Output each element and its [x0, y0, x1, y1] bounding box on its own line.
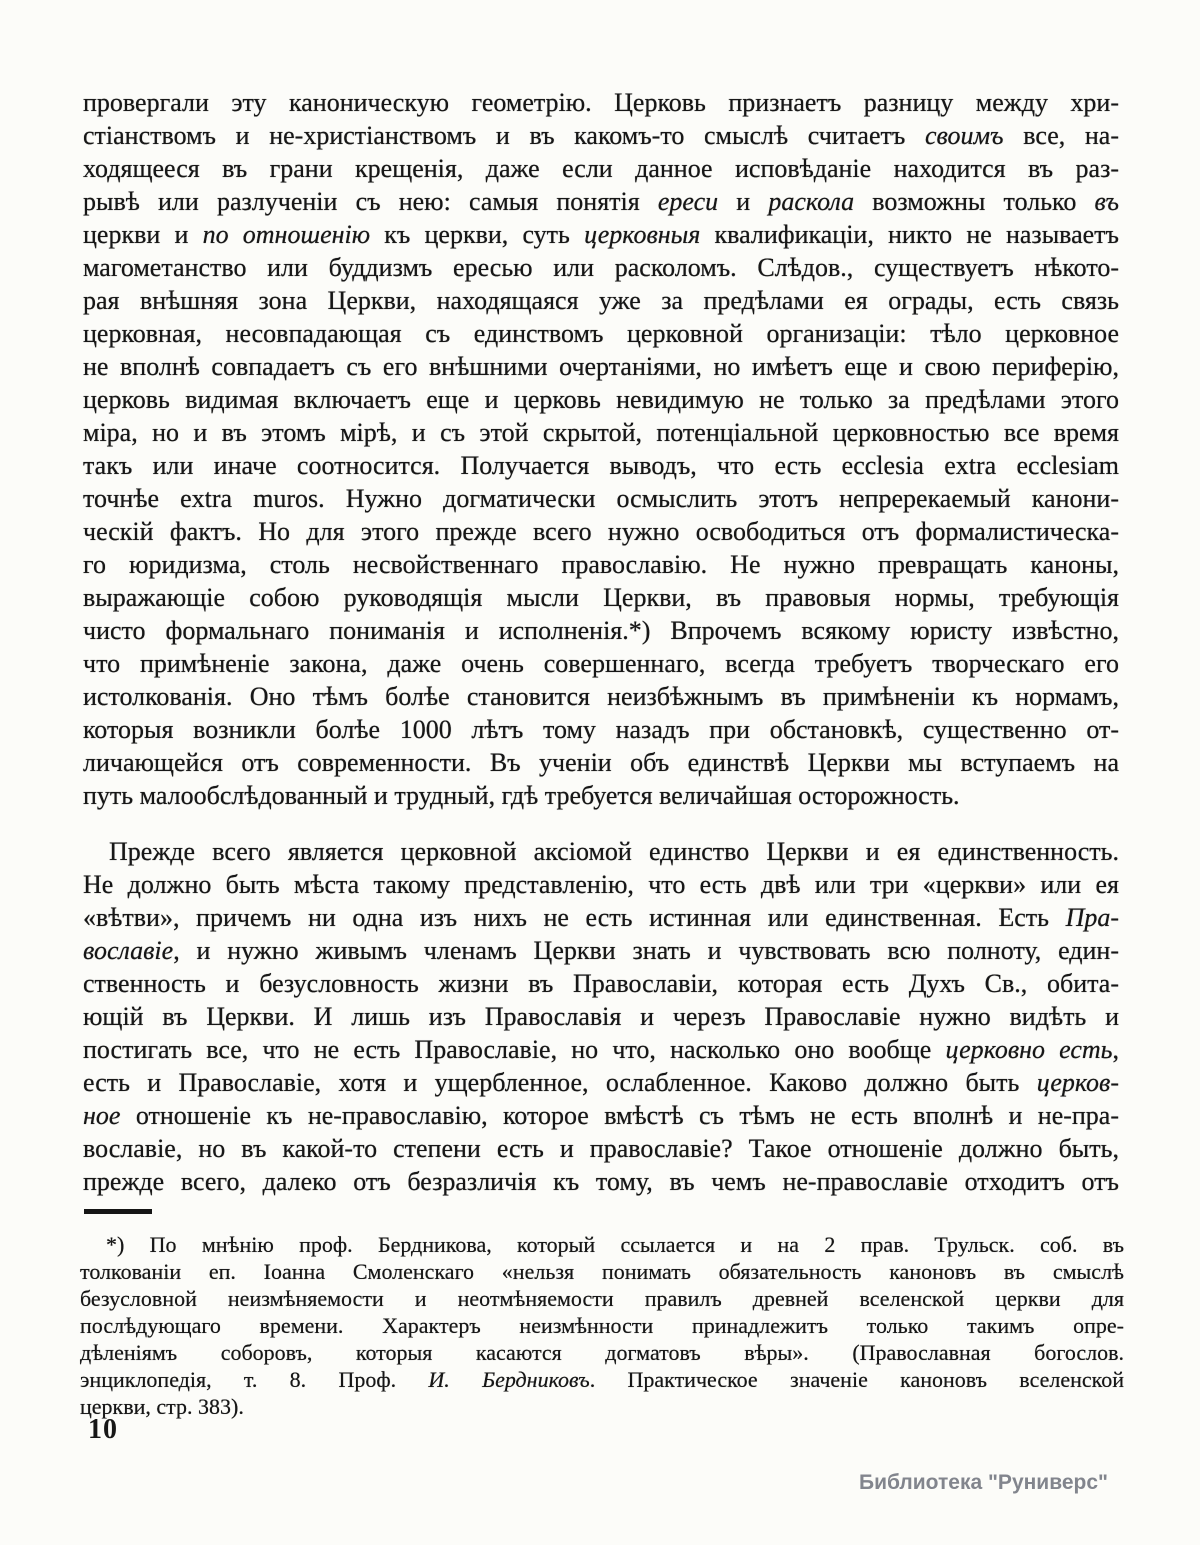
text-segment: дѣленіямъ соборовъ, которыя касаются догматовъ вѣры». (Православная богослов. [80, 1340, 1124, 1365]
text-line [83, 482, 1119, 515]
text-segment: Прежде всего является церковной аксіомой единство Церкви и ея единственность. [109, 837, 1119, 866]
text-segment: энциклопедія, т. 8. Проф. [80, 1367, 429, 1392]
text-line [83, 581, 1119, 614]
text-line [83, 119, 1119, 152]
text-line [83, 86, 1119, 119]
text-line [83, 1066, 1119, 1099]
text-line [83, 449, 1119, 482]
italic-text-segment: ное [83, 1101, 121, 1130]
text-segment: безусловной неизмѣняемости и неотмѣняемости правилъ древней вселенской церкви для [80, 1286, 1124, 1311]
text-line [83, 350, 1119, 383]
text-segment: личающейся отъ современности. Въ ученіи объ единствѣ Церкви мы вступаемъ на [83, 748, 1119, 777]
italic-text-segment: въ [1094, 187, 1119, 216]
text-line [83, 779, 1119, 812]
text-line [80, 1258, 1124, 1285]
text-segment: которыя возникли болѣе 1000 лѣтъ тому назадъ при обстановкѣ, существенно от- [83, 715, 1119, 744]
text-line [83, 152, 1119, 185]
text-segment: ственность и безусловность жизни въ Православіи, которая есть Духъ Св., обита- [83, 969, 1119, 998]
text-segment: . Практическое значеніе каноновъ вселенской [589, 1367, 1124, 1392]
text-line [83, 1033, 1119, 1066]
italic-text-segment: И. Бердниковъ [428, 1367, 590, 1392]
text-segment: все, на- [1003, 121, 1120, 150]
text-segment: есть и Православіе, хотя и ущербленное, ослабленное. Каково должно быть [83, 1068, 1037, 1097]
text-segment: магометанство или буддизмъ ересью или расколомъ. Слѣдов., существуетъ нѣкото- [83, 253, 1119, 282]
text-line [83, 934, 1119, 967]
text-segment: *) По мнѣнію проф. Бердникова, который ссылается и на 2 прав. Трульск. соб. въ [106, 1232, 1124, 1257]
text-line [83, 383, 1119, 416]
italic-text-segment: своимъ [924, 121, 1004, 150]
text-segment: послѣдующаго времени. Характеръ неизмѣнности принадлежитъ только такимъ опре- [80, 1313, 1124, 1338]
text-line [83, 185, 1119, 218]
text-line [83, 284, 1119, 317]
paragraph-1 [83, 86, 1119, 812]
text-segment: отношеніе къ не-православію, которое вмѣстѣ съ тѣмъ не есть вполнѣ и не-пра- [120, 1101, 1119, 1130]
italic-text-segment: раскола [768, 187, 855, 216]
text-segment: постигать все, что не есть Православіе, но что, насколько оно вообще [83, 1035, 946, 1064]
text-line [83, 1000, 1119, 1033]
text-line [80, 1312, 1124, 1339]
text-segment: міра, но и въ этомъ мірѣ, и съ этой скрытой, потенціальной церковностью все время [83, 418, 1119, 447]
text-segment: церкви, стр. 383). [80, 1394, 244, 1419]
italic-text-segment: церков- [1036, 1068, 1119, 1097]
text-segment: путь малообслѣдованный и трудный, гдѣ требуется величайшая осторожность. [83, 781, 960, 810]
text-line [83, 967, 1119, 1000]
body-text [83, 86, 1119, 1198]
text-line [80, 1366, 1124, 1393]
footnote [80, 1231, 1124, 1420]
text-segment: провергали эту каноническую геометрію. Церковь признаетъ разницу между хри- [83, 88, 1119, 117]
text-line [80, 1231, 1124, 1258]
text-line [83, 835, 1119, 868]
text-segment: церковь видимая включаетъ еще и церковь невидимую не только за предѣлами этого [83, 385, 1119, 414]
text-line [83, 680, 1119, 713]
text-segment: къ церкви, суть [370, 220, 585, 249]
text-line [83, 746, 1119, 779]
text-segment: что примѣненіе закона, даже очень совершеннаго, всегда требуетъ творческаго его [83, 649, 1119, 678]
watermark: Библиотека "Руниверс" [858, 1471, 1108, 1494]
text-segment: ходящееся въ грани крещенія, даже если данное исповѣданіе находится въ раз- [83, 154, 1119, 183]
text-segment: возможны только [854, 187, 1095, 216]
text-segment: истолкованія. Оно тѣмъ болѣе становится неизбѣжнымъ въ примѣненіи къ нормамъ, [83, 682, 1119, 711]
text-line [83, 218, 1119, 251]
text-line [83, 868, 1119, 901]
text-segment: , [1112, 1035, 1119, 1064]
italic-text-segment: церковныя [584, 220, 701, 249]
text-segment: вославіе, но въ какой-то степени есть и православіе? Такое отношеніе должно быть, [83, 1134, 1119, 1163]
text-line [83, 515, 1119, 548]
text-segment: церковная, несовпадающая съ единствомъ церковной организаціи: тѣло церковное [83, 319, 1119, 348]
text-line [83, 416, 1119, 449]
text-segment: ческій фактъ. Но для этого прежде всего нужно освободиться отъ формалистическа- [83, 517, 1119, 546]
text-segment: чисто формальнаго пониманія и исполненія.*) Впрочемъ всякому юристу извѣстно, [83, 616, 1119, 645]
text-line [80, 1339, 1124, 1366]
text-line [83, 1099, 1119, 1132]
text-segment: ющій въ Церкви. И лишь изъ Православія и черезъ Православіе нужно видѣть и [83, 1002, 1119, 1031]
footnote-separator-rule [84, 1209, 152, 1214]
text-line [80, 1393, 1124, 1420]
text-segment: церкви и [83, 220, 203, 249]
text-line [83, 548, 1119, 581]
text-segment: Не должно быть мѣста такому представленію, что есть двѣ или три «церкви» или ея [83, 870, 1119, 899]
text-segment: точнѣе extra muros. Нужно догматически осмыслить этотъ непререкаемый канони- [83, 484, 1119, 513]
text-segment: и [718, 187, 769, 216]
text-line [83, 614, 1119, 647]
italic-text-segment: вославіе [83, 936, 174, 965]
page-number: 10 [88, 1414, 118, 1445]
text-segment: прежде всего, далеко отъ безразличія къ тому, въ чемъ не-православіе отходитъ отъ [83, 1167, 1119, 1196]
text-segment: не вполнѣ совпадаетъ съ его внѣшними очертаніями, но имѣетъ еще и свою периферію, [83, 352, 1119, 381]
text-line [80, 1285, 1124, 1312]
text-line [83, 251, 1119, 284]
text-segment: го юридизма, столь несвойственнаго православію. Не нужно превращать каноны, [83, 550, 1119, 579]
text-segment: , и нужно живымъ членамъ Церкви знать и чувствовать всю полноту, един- [173, 936, 1119, 965]
italic-text-segment: ереси [657, 187, 719, 216]
text-segment: рая внѣшняя зона Церкви, находящаяся уже за предѣлами ея ограды, есть связь [83, 286, 1119, 315]
text-line [83, 1165, 1119, 1198]
text-segment: квалификаціи, никто не называетъ [700, 220, 1119, 249]
text-line [83, 901, 1119, 934]
text-line [83, 713, 1119, 746]
text-line [83, 317, 1119, 350]
italic-text-segment: Пра- [1065, 903, 1119, 932]
text-segment: стіанствомъ и не-христіанствомъ и въ какомъ-то смыслѣ считаетъ [83, 121, 925, 150]
text-segment: толкованіи еп. Іоанна Смоленскаго «нельзя понимать обязательность каноновъ въ смыслѣ [80, 1259, 1124, 1284]
italic-text-segment: по отношенію [202, 220, 371, 249]
text-line [83, 1132, 1119, 1165]
text-segment: выражающіе собою руководящія мысли Церкви, въ правовыя нормы, требующія [83, 583, 1119, 612]
text-segment: рывѣ или разлученіи съ нею: самыя понятія [83, 187, 658, 216]
paragraph-2 [83, 835, 1119, 1198]
text-line [83, 647, 1119, 680]
italic-text-segment: церковно есть [945, 1035, 1113, 1064]
text-segment: «вѣтви», причемъ ни одна изъ нихъ не есть истинная или единственная. Есть [83, 903, 1066, 932]
text-segment: такъ или иначе соотносится. Получается выводъ, что есть ecclesia extra ecclesiam [83, 451, 1119, 480]
